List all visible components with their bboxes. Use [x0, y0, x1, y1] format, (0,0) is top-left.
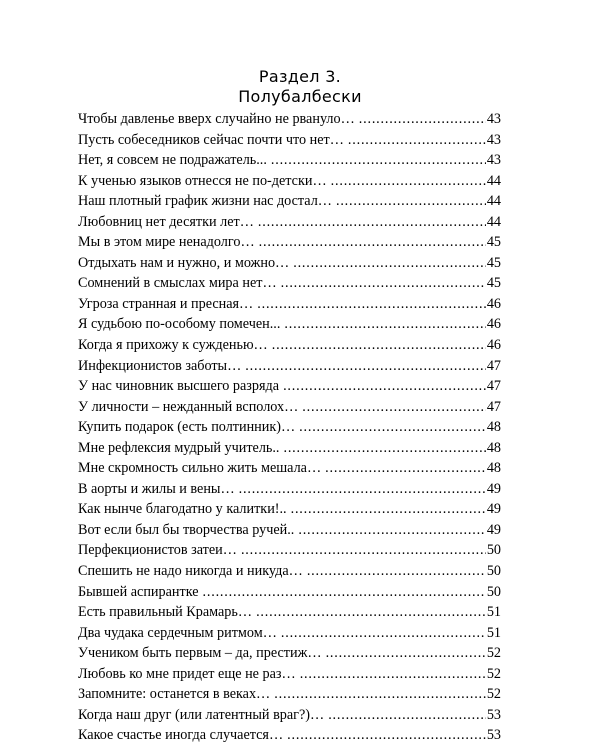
toc-dot-leader: [272, 335, 486, 356]
toc-entry-page: 51: [486, 604, 501, 621]
toc-entry-title: Мы в этом мире ненадолго…: [78, 234, 255, 251]
toc-entry-title: Инфекционистов заботы…: [78, 357, 242, 374]
toc-entry-title: Пусть собеседников сейчас почти что нет…: [78, 131, 344, 148]
toc-entry-title: Когда я прихожу к сужденью…: [78, 337, 268, 354]
toc-dot-leader: [299, 417, 486, 438]
toc-entry-title: Сомнений в смыслах мира нет…: [78, 275, 277, 292]
toc-entry-page: 46: [486, 316, 501, 333]
toc-dot-leader: [293, 253, 486, 274]
toc-entry-page: 49: [486, 501, 501, 518]
toc-entry-page: 52: [486, 665, 501, 682]
toc-entry-title: Какое счастье иногда случается…: [78, 727, 284, 744]
section-number: Раздел 3.: [258, 67, 342, 86]
toc-dot-leader: [241, 540, 486, 561]
toc-dot-leader: [307, 561, 486, 582]
toc-dot-leader: [348, 130, 486, 151]
toc-dot-leader: [328, 705, 486, 726]
toc-entry-page: 53: [486, 706, 501, 723]
toc-entry[interactable]: [78, 705, 501, 726]
toc-entry-page: 47: [486, 398, 501, 415]
toc-entry-title: Наш плотный график жизни нас достал…: [78, 193, 332, 210]
toc-entry[interactable]: [78, 171, 501, 192]
toc-entry-page: 50: [486, 542, 501, 559]
toc-dot-leader: [302, 397, 486, 418]
toc-entry-page: 45: [486, 275, 501, 292]
toc-entry[interactable]: [78, 499, 501, 520]
toc-entry-title: В аорты и жилы и вены…: [78, 480, 235, 497]
toc-entry-title: Запомните: останется в веках…: [78, 686, 271, 703]
toc-entry[interactable]: [78, 582, 501, 603]
toc-entry[interactable]: [78, 335, 501, 356]
toc-entry[interactable]: [78, 150, 501, 171]
toc-dot-leader: [326, 643, 486, 664]
toc-entry[interactable]: [78, 273, 501, 294]
toc-dot-leader: [287, 725, 486, 746]
toc-entry-page: 45: [486, 254, 501, 271]
toc-dot-leader: [271, 150, 486, 171]
toc-entry[interactable]: [78, 438, 501, 459]
toc-entry-page: 50: [486, 583, 501, 600]
toc-entry[interactable]: [78, 664, 501, 685]
toc-entry-title: Любовь ко мне придет еще не раз…: [78, 665, 296, 682]
toc-entry-page: 52: [486, 645, 501, 662]
toc-dot-leader: [359, 109, 486, 130]
toc-entry[interactable]: [78, 294, 501, 315]
toc-entry-page: 50: [486, 563, 501, 580]
toc-entry-title: Мне скромность сильно жить мешала…: [78, 460, 322, 477]
toc-entry-title: У личности – нежданный всполох…: [78, 398, 299, 415]
toc-entry-page: 49: [486, 480, 501, 497]
toc-dot-leader: [298, 520, 485, 541]
toc-entry[interactable]: [78, 417, 501, 438]
toc-dot-leader: [336, 191, 486, 212]
toc-entry-title: Чтобы давленье вверх случайно не рвануло…: [78, 111, 355, 127]
toc-entry-title: Любовниц нет десятки лет…: [78, 213, 254, 230]
toc-entry-page: 53: [486, 727, 501, 744]
toc-entry-title: Спешить не надо никогда и никуда…: [78, 563, 303, 580]
toc-entry[interactable]: [78, 623, 501, 644]
toc-entry-title: Купить подарок (есть полтинник)…: [78, 419, 296, 436]
toc-entry-title: Как нынче благодатно у калитки!..: [78, 501, 287, 518]
toc-dot-leader: [331, 171, 486, 192]
toc-entry[interactable]: [78, 684, 501, 705]
toc-entry-title: Я судьбою по-особому помечен...: [78, 316, 281, 333]
toc-entry-title: Перфекционистов затеи…: [78, 542, 237, 559]
toc-entry-page: 47: [486, 378, 501, 395]
toc-entry-page: 46: [486, 337, 501, 354]
toc-entry-title: Два чудака сердечным ритмом…: [78, 624, 277, 641]
toc-entry[interactable]: [78, 540, 501, 561]
toc-entry-page: 44: [486, 193, 501, 210]
toc-dot-leader: [274, 684, 486, 705]
toc-dot-leader: [284, 314, 485, 335]
toc-entry-page: 48: [486, 460, 501, 477]
toc-dot-leader: [256, 602, 486, 623]
toc-dot-leader: [239, 479, 486, 500]
toc-entry[interactable]: [78, 109, 501, 130]
toc-entry-page: 45: [486, 234, 501, 251]
toc-dot-leader: [283, 438, 485, 459]
section-title: Полубалбески: [238, 87, 362, 106]
toc-entry-title: Когда наш друг (или латентный враг?)…: [78, 706, 325, 723]
toc-entry-title: Отдыхать нам и нужно, и можно…: [78, 254, 290, 271]
toc-entry[interactable]: [78, 212, 501, 233]
toc-dot-leader: [300, 664, 486, 685]
table-of-contents: [78, 109, 501, 746]
toc-dot-leader: [291, 499, 486, 520]
toc-entry[interactable]: [78, 232, 501, 253]
toc-entry[interactable]: [78, 397, 501, 418]
toc-entry-page: 48: [486, 439, 501, 456]
toc-entry[interactable]: [78, 356, 501, 377]
toc-entry-title: Нет, я совсем не подражатель...: [78, 152, 267, 169]
toc-entry[interactable]: [78, 479, 501, 500]
toc-dot-leader: [325, 458, 486, 479]
toc-dot-leader: [281, 273, 486, 294]
toc-dot-leader: [258, 212, 486, 233]
toc-entry-page: 46: [486, 295, 501, 312]
toc-entry-page: 43: [486, 131, 501, 148]
toc-entry[interactable]: [78, 725, 501, 746]
toc-entry-title: Вот если был бы творчества ручей..: [78, 521, 295, 538]
toc-dot-leader: [259, 232, 486, 253]
toc-entry[interactable]: [78, 561, 501, 582]
toc-entry-title: Бывшей аспирантке: [78, 583, 199, 600]
toc-entry-page: 44: [486, 172, 501, 189]
toc-entry-page: 49: [486, 521, 501, 538]
toc-entry-title: Мне рефлексия мудрый учитель..: [78, 439, 280, 456]
toc-entry-page: 48: [486, 419, 501, 436]
toc-entry-title: К ученью языков отнесся не по-детски…: [78, 172, 327, 189]
toc-entry[interactable]: [78, 376, 501, 397]
toc-entry[interactable]: [78, 643, 501, 664]
toc-dot-leader: [203, 582, 486, 603]
toc-entry[interactable]: [78, 602, 501, 623]
toc-entry[interactable]: [78, 191, 501, 212]
toc-entry[interactable]: [78, 314, 501, 335]
toc-entry-title: У нас чиновник высшего разряда: [78, 378, 280, 395]
toc-entry[interactable]: [78, 458, 501, 479]
toc-dot-leader: [257, 294, 486, 315]
toc-entry[interactable]: [78, 520, 501, 541]
toc-entry-title: Учеником быть первым – да, престиж…: [78, 645, 322, 662]
toc-dot-leader: [281, 623, 486, 644]
toc-entry-page: 47: [486, 357, 501, 374]
toc-entry-page: 52: [486, 686, 501, 703]
toc-dot-leader: [245, 356, 486, 377]
toc-entry-title: Угроза странная и пресная…: [78, 295, 254, 312]
toc-entry[interactable]: [78, 253, 501, 274]
toc-entry-page: 43: [486, 111, 501, 127]
toc-entry[interactable]: [78, 130, 501, 151]
toc-entry-page: 43: [486, 152, 501, 169]
toc-entry-page: 44: [486, 213, 501, 230]
toc-entry-title: Есть правильный Крамарь…: [78, 604, 253, 621]
toc-entry-page: 51: [486, 624, 501, 641]
toc-dot-leader: [283, 376, 486, 397]
